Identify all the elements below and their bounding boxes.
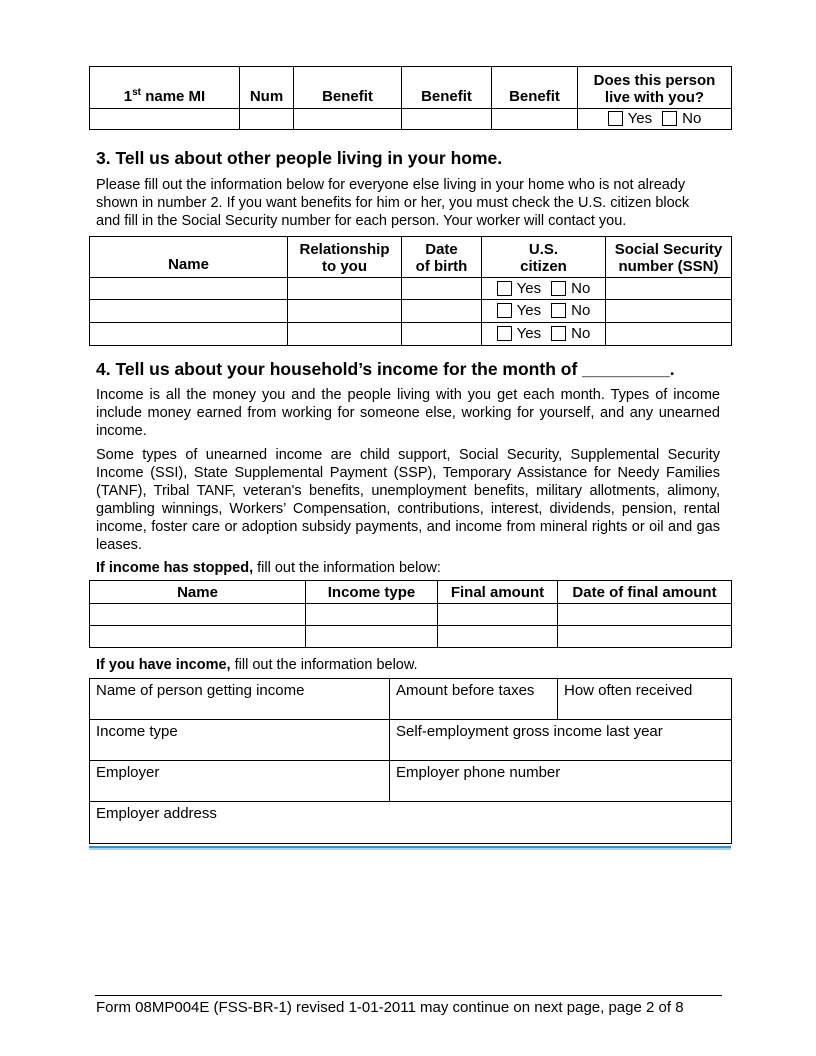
us-citizen-cell: Yes No [482,278,606,300]
no-checkbox[interactable] [551,326,566,341]
income-type-field[interactable]: Income type [90,720,390,761]
employer-address-field[interactable]: Employer address [90,802,732,844]
unearned-income-examples: Some types of unearned income are child support, Social Security, Supplemental Security Income (SSI), State Supplemental Payment (SSP), Temporary Assistance for Needy Families (TANF), Tribal TANF, veteran's benefits, unemployment benefits, military allotments, alimony, gambling winnings, Workers’ Compensation, contributions, interest, dividends, pension, rental income, foster care or adoption subsidy payments, and income from mineral rights or oil and gas leases. [96,447,720,553]
yes-checkbox[interactable] [608,111,623,126]
income-type-cell[interactable] [306,604,438,626]
income-stopped-label: If income has stopped, fill out the information below: [96,560,441,576]
name-cell[interactable] [90,300,288,323]
income-definition: Income is all the money you and the people living with you get each month. Types of income include money earned from working for someone else, working for yourself, and any unearned income. [96,387,720,439]
header-us-citizen: U.S. citizen [482,237,606,278]
header-relationship: Relationship to you [288,237,402,278]
no-checkbox[interactable] [551,281,566,296]
have-income-label: If you have income, fill out the information below. [96,657,418,673]
first-name-cell[interactable] [90,109,240,130]
name-cell[interactable] [90,604,306,626]
date-of-final-amount-cell[interactable] [558,604,732,626]
benefit-cell[interactable] [492,109,578,130]
date-of-final-amount-cell[interactable] [558,626,732,648]
header-name: Name [90,237,288,278]
section-divider-shadow [89,848,731,850]
header-first-name-mi: 1st name MI [90,67,240,109]
header-benefit-1: Benefit [294,67,402,109]
employer-phone-field[interactable]: Employer phone number [390,761,732,802]
income-details-table [89,678,732,844]
footer-text: Form 08MP004E (FSS-BR-1) revised 1-01-2011 may continue on next page, page 2 of 8 [96,999,684,1016]
date-of-birth-cell[interactable] [402,323,482,346]
table-row [90,278,732,300]
employer-field[interactable]: Employer [90,761,390,802]
yes-checkbox[interactable] [497,326,512,341]
table-row [90,323,732,346]
yes-checkbox[interactable] [497,281,512,296]
household-members-table [89,66,732,130]
benefit-cell[interactable] [402,109,492,130]
header-final-amount: Final amount [438,581,558,604]
header-num: Num [240,67,294,109]
section-3-instructions: Please fill out the information below for everyone else living in your home who is not already shown in number 2. If you want benefits for him or her, you must check the U.S. citizen block and fill in the Social Security number for each person. Your worker will contact you. [96,177,690,229]
table-row [90,626,732,648]
ssn-cell[interactable] [606,300,732,323]
table-row [90,604,732,626]
table-row [90,109,732,130]
relationship-cell[interactable] [288,300,402,323]
name-cell[interactable] [90,626,306,648]
final-amount-cell[interactable] [438,604,558,626]
header-name: Name [90,581,306,604]
header-date-of-birth: Date of birth [402,237,482,278]
table-row [90,300,732,323]
benefit-cell[interactable] [294,109,402,130]
header-income-type: Income type [306,581,438,604]
yes-checkbox[interactable] [497,303,512,318]
no-checkbox[interactable] [662,111,677,126]
header-ssn: Social Security number (SSN) [606,237,732,278]
no-checkbox[interactable] [551,303,566,318]
person-name-field[interactable]: Name of person getting income [90,679,390,720]
other-people-table [89,236,732,346]
amount-before-taxes-field[interactable]: Amount before taxes [390,679,558,720]
ssn-cell[interactable] [606,278,732,300]
name-cell[interactable] [90,323,288,346]
live-with-you-cell: Yes No [578,109,732,130]
final-amount-cell[interactable] [438,626,558,648]
how-often-received-field[interactable]: How often received [558,679,732,720]
name-cell[interactable] [90,278,288,300]
relationship-cell[interactable] [288,278,402,300]
income-type-cell[interactable] [306,626,438,648]
self-employment-income-field[interactable]: Self-employment gross income last year [390,720,732,761]
header-benefit-3: Benefit [492,67,578,109]
header-live-with-you: Does this person live with you? [578,67,732,109]
date-of-birth-cell[interactable] [402,300,482,323]
date-of-birth-cell[interactable] [402,278,482,300]
footer-rule [95,995,722,996]
us-citizen-cell: Yes No [482,300,606,323]
section-4-heading: 4. Tell us about your household’s income for the month of _________. [96,359,675,379]
section-3-heading: 3. Tell us about other people living in your home. [96,148,503,168]
income-stopped-table [89,580,732,648]
header-benefit-2: Benefit [402,67,492,109]
us-citizen-cell: Yes No [482,323,606,346]
header-date-of-final-amount: Date of final amount [558,581,732,604]
ssn-cell[interactable] [606,323,732,346]
relationship-cell[interactable] [288,323,402,346]
num-cell[interactable] [240,109,294,130]
